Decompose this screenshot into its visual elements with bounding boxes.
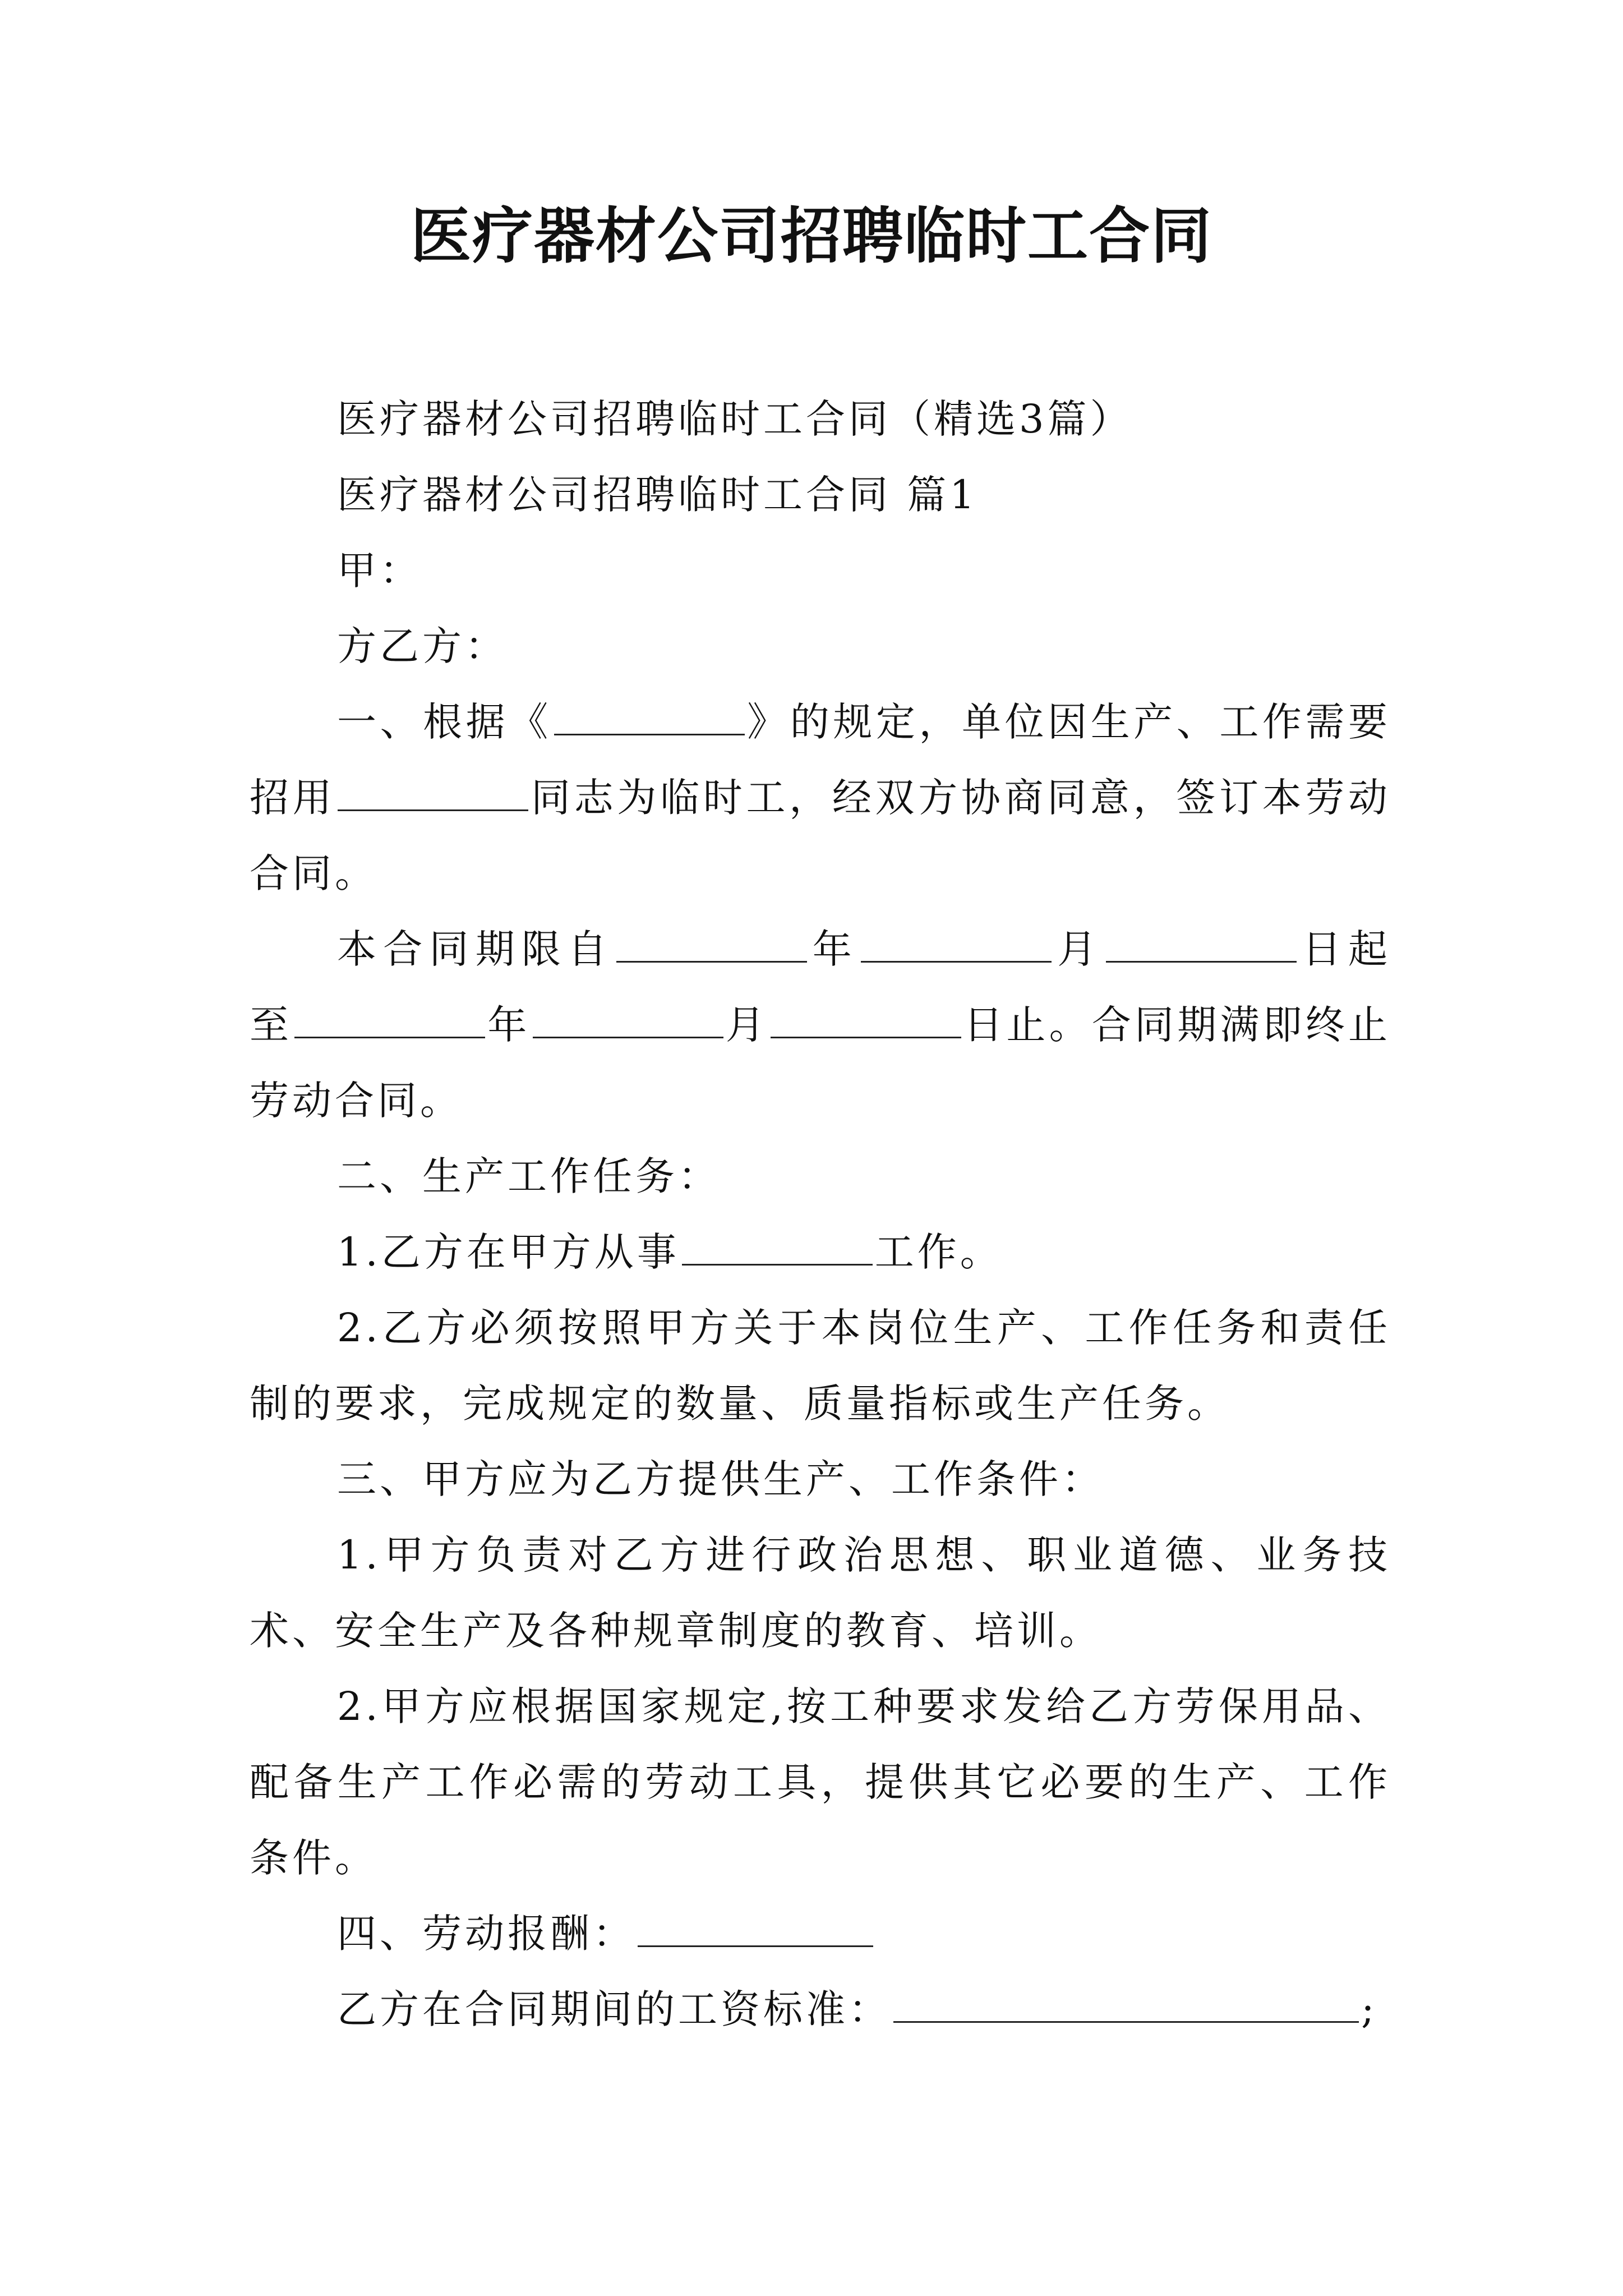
contract-term-paragraph <box>250 912 1391 1139</box>
wage-standard-line <box>250 1972 1391 2047</box>
start-year-blank[interactable] <box>616 922 807 963</box>
start-day-blank[interactable] <box>1106 922 1297 963</box>
term-text-year-1: 年 <box>809 926 859 972</box>
wage-standard-end: ; <box>1361 1986 1378 2032</box>
clause-1-text-a: 一、根据《 <box>337 699 552 745</box>
term-text-end: 日止。合同期满即终止劳动合同。 <box>250 1002 1391 1124</box>
wage-standard-blank[interactable] <box>893 1982 1359 2023</box>
document-body <box>250 381 1391 2047</box>
end-day-blank[interactable] <box>771 997 961 1038</box>
term-text-from-to: 日起至 <box>250 926 1391 1048</box>
end-month-blank[interactable] <box>533 997 723 1038</box>
remuneration-blank[interactable] <box>638 1906 873 1947</box>
clause-4-heading <box>250 1896 1391 1972</box>
clause-2-item-1-text-a: 1.乙方在甲方从事 <box>337 1229 680 1275</box>
wage-standard-label: 乙方在合同期间的工资标准： <box>337 1986 891 2032</box>
clause-4-heading-text: 四、劳动报酬： <box>337 1911 635 1957</box>
clause-1-text-c: 同志为临时工，经双方协商同意，签订本劳动合同。 <box>250 775 1391 896</box>
employee-name-blank[interactable] <box>338 770 528 811</box>
party-a-line: 甲： <box>337 547 422 593</box>
document-subtitle: 医疗器材公司招聘临时工合同（精选3篇） <box>337 396 1133 442</box>
party-b-line: 方乙方： <box>337 623 508 669</box>
start-month-blank[interactable] <box>861 922 1052 963</box>
section-heading: 医疗器材公司招聘临时工合同 篇1 <box>337 472 978 518</box>
term-text-month-1: 月 <box>1054 926 1104 972</box>
clause-1-paragraph-1 <box>250 684 1391 912</box>
regulation-name-blank[interactable] <box>554 694 745 735</box>
term-text-a: 本合同期限自 <box>337 926 614 972</box>
clause-3-item-1: 1.甲方负责对乙方进行政治思想、职业道德、业务技术、安全生产及各种规章制度的教育、培训。 <box>250 1532 1391 1654</box>
job-type-blank[interactable] <box>682 1225 873 1266</box>
clause-2-heading: 二、生产工作任务： <box>337 1153 721 1199</box>
clause-2-item-1-text-b: 工作。 <box>874 1229 1003 1275</box>
clause-1-text-b: 》的规定，单位因生产、工作需要招用 <box>250 699 1391 821</box>
clause-3-item-2: 2.甲方应根据国家规定,按工种要求发给乙方劳保用品、配备生产工作必需的劳动工具，提供其它必要的生产、工作条件。 <box>250 1683 1391 1881</box>
term-text-month-2: 月 <box>725 1002 769 1048</box>
term-text-year-2: 年 <box>487 1002 531 1048</box>
clause-2-item-2: 2.乙方必须按照甲方关于本岗位生产、工作任务和责任制的要求，完成规定的数量、质量指标或生产任务。 <box>250 1305 1391 1427</box>
clause-2-item-1 <box>250 1214 1391 1290</box>
document-title: 医疗器材公司招聘临时工合同 <box>410 201 1212 272</box>
end-year-blank[interactable] <box>294 997 485 1038</box>
clause-3-heading: 三、甲方应为乙方提供生产、工作条件： <box>337 1456 1104 1502</box>
